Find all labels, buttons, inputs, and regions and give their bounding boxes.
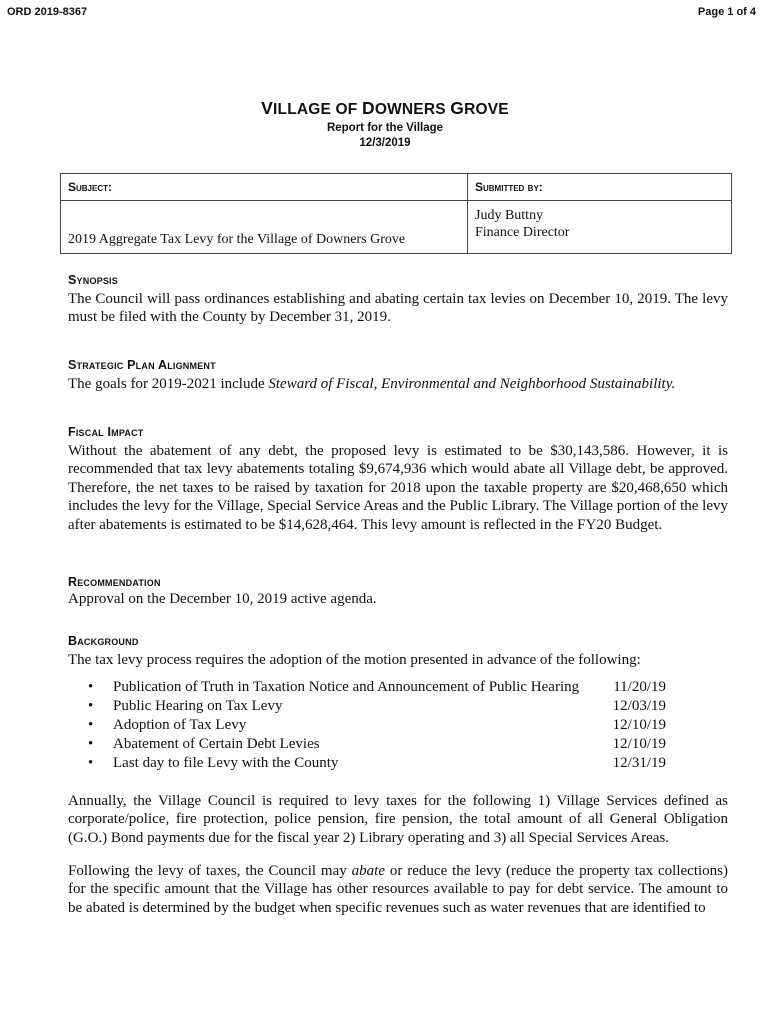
strategic-goal-italic: Steward of Fiscal, Environmental and Neighborhood Sustainability. [268,376,676,392]
report-title-block [0,98,770,149]
page-number: Page 1 of 4 [697,6,756,18]
strategic-plan-text: The goals for 2019-2021 include Steward of Fiscal, Environmental and Neighborhood Sustainability. [68,376,676,392]
strategic-plan-section [68,358,728,393]
schedule-item-date: 11/20/19 [613,679,666,695]
report-title: VILLAGE OF DOWNERS GROVE [261,98,509,118]
background-section [68,634,728,669]
list-item [68,678,688,697]
synopsis-section [68,273,728,327]
schedule-item-date: 12/10/19 [612,736,666,752]
submitter-title: Finance Director [475,225,570,240]
background-intro: The tax levy process requires the adoption of the motion presented in advance of the following: [68,652,641,668]
list-item [68,754,688,773]
bullet-icon: • [88,717,94,733]
schedule-item-label: Public Hearing on Tax Levy [113,698,283,714]
submitted-by-label-cell [468,174,732,201]
schedule-item-label: Publication of Truth in Taxation Notice and Announcement of Public Hearing [113,679,580,695]
list-item [68,716,688,735]
bullet-icon: • [88,679,94,695]
bullet-icon: • [88,755,94,771]
background-text-2: Annually, the Village Council is required to levy taxes for the following 1) Village Services defined as corporate/police, fire protection, police pension, fire pension, the total amount of all General Obligation (G.O.) Bond payments due for the fiscal year 2) Library operating and 3) all Special Services Areas. [68,793,728,846]
background-heading: Background [68,634,139,648]
synopsis-heading: Synopsis [68,273,118,287]
ordinance-number: ORD 2019-8367 [7,6,88,18]
fiscal-impact-text: Without the abatement of any debt, the proposed levy is estimated to be $30,143,586. However, it is recommended that tax levy abatements totaling $9,674,936 which would abate all Village debt, be approved. Therefore, the net taxes to be raised by taxation for 2018 upon the taxable property are $20,468,650 which includes the levy for the Village, Special Service Areas and the Public Library. The Village portion of the levy after abatements is estimated to be $14,628,464. This levy amount is reflected in the FY20 Budget. [68,443,728,533]
submitted-by-value [468,201,732,254]
abate-italic: abate [351,863,385,879]
list-item [68,735,688,754]
strategic-plan-heading: Strategic Plan Alignment [68,358,216,372]
recommendation-heading: Recommendation [68,575,161,589]
submitter-name: Judy Buttny [475,208,544,223]
bullet-icon: • [88,736,94,752]
schedule-item-label: Adoption of Tax Levy [113,717,247,733]
recommendation-text: Approval on the December 10, 2019 active agenda. [68,591,377,607]
subject-label-cell [61,174,468,201]
list-item [68,697,688,716]
levy-schedule-list [68,678,688,773]
subject-table [60,173,732,254]
fiscal-impact-heading: Fiscal Impact [68,425,144,439]
background-text-3: Following the levy of taxes, the Council may abate or reduce the levy (reduce the property tax collections) for the specific amount that the Village has other resources available to pay for debt service. The amount to be abated is determined by the budget when specific revenues such as water revenues that are identified to [68,863,728,916]
report-subtitle: Report for the Village [326,122,444,134]
background-paragraph-3 [68,859,728,917]
subject-label: Subject: [68,180,113,194]
fiscal-impact-section [68,425,728,534]
subject-value: 2019 Aggregate Tax Levy for the Village of Downers Grove [61,201,468,254]
bullet-icon: • [88,698,94,714]
submitted-by-label: Submitted by: [475,180,543,194]
schedule-item-date: 12/10/19 [612,717,666,733]
schedule-item-label: Last day to file Levy with the County [113,755,339,771]
schedule-item-date: 12/31/19 [612,755,666,771]
schedule-item-date: 12/03/19 [612,698,666,714]
schedule-item-label: Abatement of Certain Debt Levies [113,736,320,752]
report-date: 12/3/2019 [359,137,411,149]
recommendation-section [68,575,728,608]
background-paragraph-2 [68,789,728,847]
synopsis-text: The Council will pass ordinances establishing and abating certain tax levies on December 10, 2019. The levy must be filed with the County by December 31, 2019. [68,291,728,326]
